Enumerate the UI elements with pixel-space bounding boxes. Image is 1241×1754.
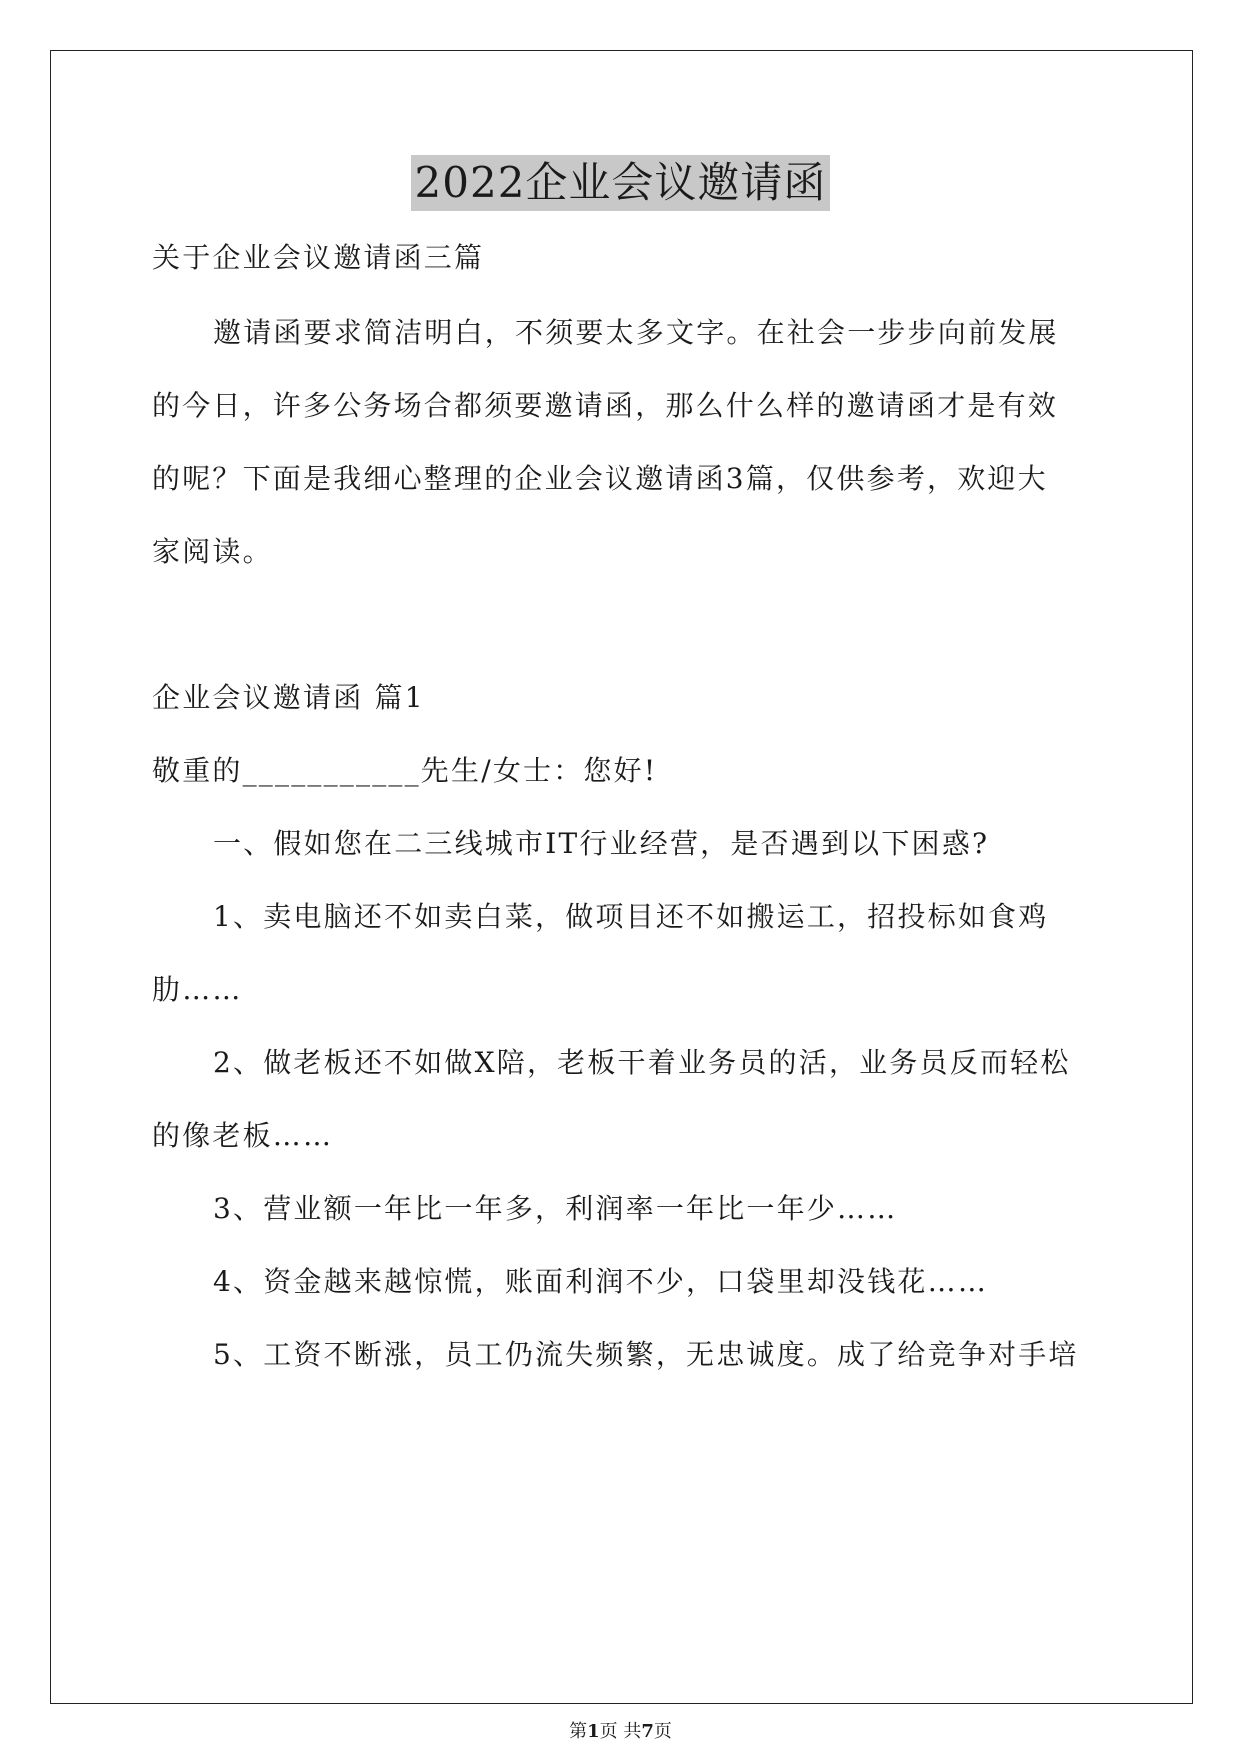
paragraph-line: 3、营业额一年比一年多，利润率一年比一年少…… — [213, 1192, 898, 1225]
paragraph-line: 的今日，许多公务场合都须要邀请函，那么什么样的邀请函才是有效 — [152, 389, 1059, 422]
paragraph-line: 邀请函要求简洁明白，不须要太多文字。在社会一步步向前发展 — [213, 316, 1059, 349]
paragraph-line: 一、假如您在二三线城市IT行业经营，是否遇到以下困惑? — [213, 827, 990, 860]
footer-page-mid: 页 共 — [599, 1721, 642, 1742]
page-border — [50, 50, 1193, 1704]
paragraph-line: 1、卖电脑还不如卖白菜，做项目还不如搬运工，招投标如食鸡 — [213, 900, 1049, 933]
salutation-line: 敬重的___________先生/女士：您好! — [152, 754, 658, 787]
footer-page-prefix: 第 — [569, 1721, 588, 1742]
footer-page-current: 1 — [587, 1721, 600, 1742]
paragraph-line: 4、资金越来越惊慌，账面利润不少，口袋里却没钱花…… — [213, 1265, 989, 1298]
paragraph-line: 2、做老板还不如做X陪，老板干着业务员的活，业务员反而轻松 — [213, 1046, 1071, 1079]
footer-page-suffix: 页 — [653, 1721, 672, 1742]
subtitle-line: 关于企业会议邀请函三篇 — [152, 241, 485, 274]
document-title: 2022企业会议邀请函 — [411, 155, 831, 211]
page-footer — [0, 1720, 1241, 1744]
section-heading: 企业会议邀请函 篇1 — [152, 681, 425, 714]
paragraph-line: 的像老板…… — [152, 1119, 334, 1152]
footer-page-total: 7 — [641, 1721, 654, 1742]
title-container — [0, 155, 1241, 211]
paragraph-line: 的呢？下面是我细心整理的企业会议邀请函3篇，仅供参考，欢迎大 — [152, 462, 1048, 495]
paragraph-line: 5、工资不断涨，员工仍流失频繁，无忠诚度。成了给竞争对手培 — [213, 1338, 1079, 1371]
paragraph-line: 肋…… — [152, 973, 243, 1006]
paragraph-line: 家阅读。 — [152, 535, 273, 568]
